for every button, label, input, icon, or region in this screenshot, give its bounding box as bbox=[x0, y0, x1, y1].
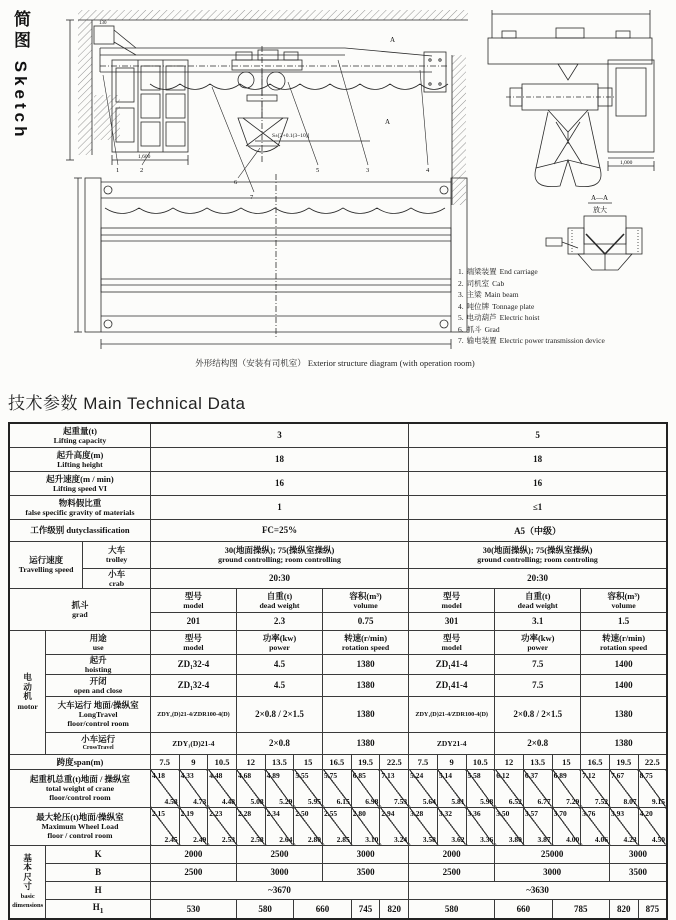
header-cell: 型号 model bbox=[150, 588, 236, 612]
legend-item: 4. 吨位牌 Tonnage plate bbox=[458, 301, 535, 311]
value-cell: ZDY₁(D)21-4/ZDR100-4(D) bbox=[409, 696, 495, 732]
value-cell: 2×0.8 / 2×1.5 bbox=[495, 696, 581, 732]
row-label: 工作级别 dutyclassification bbox=[9, 519, 150, 541]
row-label: H bbox=[46, 881, 151, 899]
weight-cell: 6.89 7.29 bbox=[553, 770, 580, 806]
sketch-section bbox=[0, 0, 676, 380]
wheel-cell: 2.55 2.85 bbox=[324, 808, 350, 844]
b-cell: 3000 bbox=[236, 863, 322, 881]
value-cell: 4.5 bbox=[236, 674, 322, 696]
legend-item: 5. 电动葫芦 Electric hoist bbox=[458, 313, 540, 322]
span-cell: 15 bbox=[294, 754, 323, 769]
k-cell: 2000 bbox=[150, 845, 236, 863]
value-cell: 7.5 bbox=[495, 654, 581, 674]
marker-1: 1 bbox=[116, 167, 120, 174]
cab bbox=[112, 60, 188, 152]
header-cell: 自重(t) dead weight bbox=[495, 588, 581, 612]
weight-cell: 4.33 4.73 bbox=[180, 770, 207, 806]
value-cell: ZDY₁(D)21-4/ZDR100-4(D) bbox=[150, 696, 236, 732]
weight-cell: 7.12 7.52 bbox=[582, 770, 608, 806]
span-cell: 22.5 bbox=[380, 754, 409, 769]
h1-cell: 820 bbox=[380, 899, 409, 919]
weight-cell: 5.14 5.81 bbox=[438, 770, 465, 806]
value-cell: 2.3 bbox=[236, 612, 322, 630]
table-row bbox=[9, 541, 667, 568]
detail-sub: 放大 bbox=[593, 206, 607, 214]
header-cell: 功率(kw) power bbox=[495, 630, 581, 654]
weight-row bbox=[9, 769, 667, 807]
plan-view bbox=[74, 174, 467, 349]
weight-cell: 4.18 4.58 bbox=[151, 770, 178, 806]
marker-2: 2 bbox=[140, 167, 144, 174]
legend-item: 6. 抓斗 Grad bbox=[458, 324, 500, 334]
motor-label: 电动机 motor bbox=[9, 630, 46, 754]
wheel-cell: 3.93 4.23 bbox=[610, 808, 637, 844]
table-row bbox=[9, 471, 667, 495]
header-cell: 自重(t) dead weight bbox=[236, 588, 322, 612]
table-row bbox=[9, 630, 667, 654]
table-row bbox=[9, 654, 667, 674]
span-cell: 19.5 bbox=[351, 754, 380, 769]
b-cell: 3000 bbox=[495, 863, 610, 881]
wheel-cell: 2.28 2.58 bbox=[237, 808, 264, 844]
section-heading: 技术参数 Main Technical Data bbox=[8, 394, 246, 413]
wheel-cell: 4.20 4.50 bbox=[639, 808, 665, 844]
weight-cell: 5.24 5.64 bbox=[410, 770, 436, 806]
legend-item: 7. 输电装置 Electric power transmission device bbox=[458, 336, 605, 345]
value-cell: 1380 bbox=[323, 696, 409, 732]
row-label: 运行速度 Travelling speed bbox=[9, 541, 83, 588]
weight-cell: 5.55 5.95 bbox=[295, 770, 322, 806]
section-mark-top: A bbox=[390, 36, 396, 44]
weight-cell: 4.68 5.08 bbox=[237, 770, 264, 806]
row-label: 最大轮压(t)地面/操纵室 Maximum Wheel Load floor / control room bbox=[9, 807, 150, 845]
value-cell: 30(地面操纵); 75(操纵室操纵) ground controlling; room controling bbox=[409, 541, 667, 568]
value-cell: ZD₁41-4 bbox=[409, 654, 495, 674]
cab-side bbox=[608, 60, 654, 152]
table-row bbox=[9, 519, 667, 541]
value-cell: 201 bbox=[150, 612, 236, 630]
value-cell: ZDY21-4 bbox=[409, 732, 495, 754]
dim-wall: 130 bbox=[99, 21, 107, 26]
detail-title: A—A bbox=[591, 194, 609, 202]
weight-cell: 6.37 6.77 bbox=[524, 770, 551, 806]
table-row bbox=[9, 899, 667, 919]
value-cell: 1400 bbox=[581, 654, 667, 674]
marker-3: 3 bbox=[366, 167, 370, 174]
span-cell: 13.5 bbox=[265, 754, 294, 769]
dim-cab-depth: 1,000 bbox=[620, 160, 633, 166]
sketch-title: 简图 Sketch bbox=[11, 10, 30, 141]
value-cell: ZD₁41-4 bbox=[409, 674, 495, 696]
h1-cell: 875 bbox=[638, 899, 667, 919]
header-cell: 型号 model bbox=[150, 630, 236, 654]
value-cell: 2×0.8 bbox=[495, 732, 581, 754]
legend-item: 3. 主梁 Main beam bbox=[458, 290, 519, 299]
h1-cell: 820 bbox=[609, 899, 638, 919]
header-cell: 用途 use bbox=[46, 630, 151, 654]
weight-cell: 6.85 6.98 bbox=[352, 770, 379, 806]
b-cell: 3500 bbox=[323, 863, 409, 881]
leader-lines bbox=[103, 60, 428, 192]
h1-cell: 530 bbox=[150, 899, 236, 919]
header-cell: 型号 model bbox=[409, 630, 495, 654]
wheel-cell: 2.50 2.80 bbox=[295, 808, 322, 844]
k-cell: 3000 bbox=[609, 845, 667, 863]
table-row bbox=[9, 863, 667, 881]
value-cell: 1380 bbox=[581, 696, 667, 732]
value-cell: ZD₁32-4 bbox=[150, 674, 236, 696]
row-label: K bbox=[46, 845, 151, 863]
value-cell: 2×0.8 bbox=[236, 732, 322, 754]
dim-cab-width: 1,600 bbox=[138, 154, 151, 160]
sub-label: 大车 trolley bbox=[83, 541, 151, 568]
value-cell: 20:30 bbox=[150, 568, 408, 588]
h1-cell: 785 bbox=[552, 899, 609, 919]
legend-item: 2. 司机室 Cab bbox=[458, 278, 505, 288]
table-row bbox=[9, 423, 667, 447]
span-cell: 16.5 bbox=[323, 754, 352, 769]
table-row bbox=[9, 732, 667, 754]
grab-bucket bbox=[238, 95, 288, 152]
weight-cell: 4.89 5.29 bbox=[266, 770, 293, 806]
span-cell: 19.5 bbox=[609, 754, 638, 769]
value-cell: 1400 bbox=[581, 674, 667, 696]
wheel-cell: 2.23 2.53 bbox=[209, 808, 235, 844]
value-cell: 16 bbox=[150, 471, 408, 495]
k-cell: 2500 bbox=[236, 845, 322, 863]
value-cell: 30(地面操纵); 75(操纵室操纵) ground controlling; room controlling bbox=[150, 541, 408, 568]
row-label: 起升 hoisting bbox=[46, 654, 151, 674]
span-cell: 9 bbox=[437, 754, 466, 769]
value-cell: 1380 bbox=[581, 732, 667, 754]
span-cell: 22.5 bbox=[638, 754, 667, 769]
marker-6: 6 bbox=[234, 179, 238, 186]
h1-cell: 580 bbox=[236, 899, 293, 919]
h1-cell: 660 bbox=[294, 899, 351, 919]
left-wall-hatch bbox=[78, 20, 92, 155]
value-cell: 301 bbox=[409, 612, 495, 630]
wheel-cell: 2.94 3.24 bbox=[381, 808, 408, 844]
value-cell: 20:30 bbox=[409, 568, 667, 588]
value-cell: 16 bbox=[409, 471, 667, 495]
row-label: 小车运行 CrossTravel bbox=[46, 732, 151, 754]
legend-item: 1. 端梁装置 End carriage bbox=[458, 267, 538, 276]
row-label: 物料假比重 false specific gravity of materials bbox=[9, 495, 150, 519]
value-cell: 0.75 bbox=[323, 612, 409, 630]
wheel-cell: 2.15 2.45 bbox=[151, 808, 178, 844]
header-cell: 型号 model bbox=[409, 588, 495, 612]
weight-cell: 7.67 8.07 bbox=[610, 770, 637, 806]
weight-cell: 7.13 7.53 bbox=[381, 770, 408, 806]
row-label: 起重机总重(t)地面 / 操纵室 total weight of crane floor/control room bbox=[9, 769, 150, 807]
table-row bbox=[9, 447, 667, 471]
value-cell: ≤1 bbox=[409, 495, 667, 519]
weight-cell: 5.58 5.98 bbox=[467, 770, 494, 806]
h1-cell: 580 bbox=[409, 899, 495, 919]
wheel-cell: 3.76 4.06 bbox=[582, 808, 608, 844]
wheel-cell: 2.19 2.49 bbox=[180, 808, 207, 844]
span-cell: 7.5 bbox=[409, 754, 438, 769]
row-label: 跨度span(m) bbox=[9, 754, 150, 769]
header-cell: 功率(kw) power bbox=[236, 630, 322, 654]
row-label: 抓斗 grad bbox=[9, 588, 150, 630]
h-cell: ~3670 bbox=[150, 881, 408, 899]
wheel-load-row bbox=[9, 807, 667, 845]
table-row bbox=[9, 495, 667, 519]
k-cell: 3000 bbox=[323, 845, 409, 863]
weight-cell: 4.48 4.48 bbox=[209, 770, 235, 806]
value-cell: 2×0.8 / 2×1.5 bbox=[236, 696, 322, 732]
value-cell: FC=25% bbox=[150, 519, 408, 541]
value-cell: 1380 bbox=[323, 654, 409, 674]
span-cell: 9 bbox=[179, 754, 208, 769]
row-label: B bbox=[46, 863, 151, 881]
value-cell: 5 bbox=[409, 423, 667, 447]
wheel-cell: 3.57 3.87 bbox=[524, 808, 551, 844]
span-cell: 10.5 bbox=[466, 754, 495, 769]
value-cell: 18 bbox=[409, 447, 667, 471]
table-row bbox=[9, 568, 667, 588]
span-cell: 10.5 bbox=[208, 754, 237, 769]
table-row bbox=[9, 674, 667, 696]
value-cell: 3 bbox=[150, 423, 408, 447]
value-cell: 1380 bbox=[323, 732, 409, 754]
sub-label: 小车 crab bbox=[83, 568, 151, 588]
value-cell: ZDY₁(D)21-4 bbox=[150, 732, 236, 754]
span-row bbox=[9, 754, 667, 769]
header-cell: 容积(m³) volume bbox=[323, 588, 409, 612]
section-mark-bottom: A bbox=[385, 118, 391, 126]
b-cell: 2500 bbox=[150, 863, 236, 881]
b-cell: 2500 bbox=[409, 863, 495, 881]
k-cell: 2000 bbox=[409, 845, 495, 863]
basic-dims-label: 基本尺寸 basic dimensions bbox=[9, 845, 46, 919]
value-cell: 18 bbox=[150, 447, 408, 471]
span-cell: 13.5 bbox=[523, 754, 552, 769]
wheel-cell: 3.50 3.80 bbox=[496, 808, 522, 844]
k-cell: 25000 bbox=[495, 845, 610, 863]
span-cell: 12 bbox=[495, 754, 524, 769]
right-wall-hatch bbox=[452, 55, 466, 205]
marker-4: 4 bbox=[426, 167, 430, 174]
wheel-cell: 2.34 2.64 bbox=[266, 808, 293, 844]
table-row bbox=[9, 881, 667, 899]
b-cell: 3500 bbox=[609, 863, 667, 881]
span-cell: 12 bbox=[236, 754, 265, 769]
row-label: $H_1$ bbox=[46, 899, 151, 919]
dim-hoist: S±[2+0.1(3~10)] bbox=[272, 133, 310, 139]
value-cell: ZD₁32-4 bbox=[150, 654, 236, 674]
value-cell: 1 bbox=[150, 495, 408, 519]
weight-cell: 6.12 6.52 bbox=[496, 770, 522, 806]
table-row bbox=[9, 588, 667, 612]
value-cell: A5（中级） bbox=[409, 519, 667, 541]
wheel-cell: 3.70 4.00 bbox=[553, 808, 580, 844]
parts-legend bbox=[458, 266, 673, 347]
wheel-cell: 3.28 3.58 bbox=[410, 808, 436, 844]
row-label: 起升速度(m / min) Lifting speed VI bbox=[9, 471, 150, 495]
marker-5: 5 bbox=[316, 167, 320, 174]
span-cell: 7.5 bbox=[150, 754, 179, 769]
h1-cell: 745 bbox=[351, 899, 380, 919]
header-cell: 转速(r/min) rotation speed bbox=[581, 630, 667, 654]
table-row bbox=[9, 845, 667, 863]
value-cell: 1380 bbox=[323, 674, 409, 696]
festoon-wire bbox=[150, 84, 448, 90]
weight-cell: 5.75 6.15 bbox=[324, 770, 350, 806]
h-cell: ~3630 bbox=[409, 881, 667, 899]
marker-7: 7 bbox=[250, 194, 254, 201]
row-label: 起升高度(m) Lifting height bbox=[9, 447, 150, 471]
technical-data-table bbox=[8, 422, 668, 920]
wheel-cell: 3.32 3.62 bbox=[438, 808, 465, 844]
value-cell: 3.1 bbox=[495, 612, 581, 630]
h1-cell: 660 bbox=[495, 899, 552, 919]
wheel-cell: 3.36 3.36 bbox=[467, 808, 494, 844]
weight-cell: 8.75 9.15 bbox=[639, 770, 665, 806]
span-cell: 16.5 bbox=[581, 754, 610, 769]
sketch-caption: 外形结构图（安装有司机室） Exterior structure diagram (with operation room) bbox=[195, 358, 475, 368]
span-cell: 15 bbox=[552, 754, 581, 769]
row-label: 起重量(t) Lifting capacity bbox=[9, 423, 150, 447]
header-cell: 转速(r/min) rotation speed bbox=[323, 630, 409, 654]
value-cell: 4.5 bbox=[236, 654, 322, 674]
value-cell: 1.5 bbox=[581, 612, 667, 630]
row-label: 开闭 open and close bbox=[46, 674, 151, 696]
row-label: 大车运行 地面/操纵室 LongTravel floor/control room bbox=[46, 696, 151, 732]
table-row bbox=[9, 696, 667, 732]
header-cell: 容积(m³) volume bbox=[581, 588, 667, 612]
ceiling-hatch bbox=[78, 10, 468, 20]
wheel-cell: 2.80 3.10 bbox=[352, 808, 379, 844]
value-cell: 7.5 bbox=[495, 674, 581, 696]
